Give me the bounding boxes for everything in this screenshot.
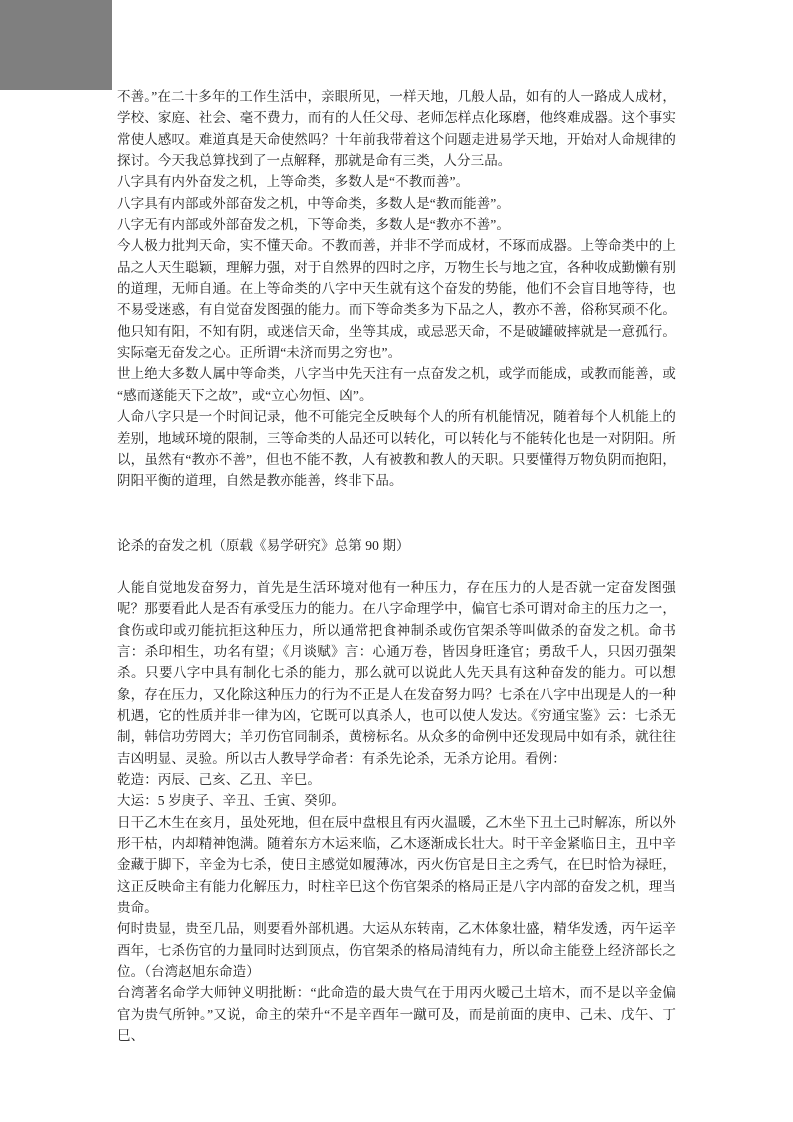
intro-paragraph: 人命八字只是一个时间记录，他不可能完全反映每个人的所有机能情况，随着每个人机能上的差别，地域环境的限制，三等命类的人品还可以转化，可以转化与不能转化也是一对阴阳。所以，虽然有“教亦不善”，但也不能不教，人有被教和教人的天职。只要懂得万物负阴而抱阳，阴阳平衡的道理，自然是教亦能善，终非下品。 <box>117 409 676 489</box>
body-paragraph: 日干乙木生在亥月，虽处死地，但在辰中盘根且有丙火温暖，乙木坐下丑土己时解冻，所以外形干枯，内却精神饱满。随着东方木运来临，乙木逐渐成长壮大。时干辛金紧临日主，丑中辛金藏于脚下，辛金为七杀，使日主感觉如履薄冰，丙火伤官是日主之秀气，在巳时恰为禄旺，这正反映命主有能力化解压力，时柱辛巳这个伤官架杀的格局正是八字内部的奋发之机，理当贵命。 <box>117 814 676 916</box>
document-text-area <box>117 86 676 1046</box>
body-paragraph: 乾造：丙辰、己亥、乙丑、辛巳。 <box>117 771 321 787</box>
intro-paragraph: 不善。”在二十多年的工作生活中，亲眼所见，一样天地，几般人品，如有的人一路成人成材，学校、家庭、社会、毫不费力，而有的人任父母、老师怎样点化琢磨，他终难成器。这个事实常使人感叹。难道真是天命使然吗？十年前我带着这个问题走进易学天地，开始对人命规律的探讨。今天我总算找到了一点解释，那就是命有三类，人分三品。 <box>117 89 676 169</box>
body-paragraph: 人能自觉地发奋努力，首先是生活环境对他有一种压力，存在压力的人是否就一定奋发图强呢？那要看此人是否有承受压力的能力。在八字命理学中，偏官七杀可谓对命主的压力之一，食伤或印或刃能抗拒这种压力，所以通常把食神制杀或伤官架杀等叫做杀的奋发之机。命书言：杀印相生，功名有望；《月谈赋》言：心通万卷，皆因身旺逢官；勇敌千人，只因刃强架杀。只要八字中具有制化七杀的能力，那么就可以说此人先天具有这种奋发的能力。可以想象，存在压力，又化除这种压力的行为不正是人在发奋努力吗？七杀在八字中出现是人的一种机遇，它的性质并非一律为凶，它既可以真杀人，也可以使人发达。《穷通宝鉴》云：七杀无制，韩信功劳罔大；羊刃伤官同制杀，黄榜标名。从众多的命例中还发现局中如有杀，就往往吉凶明显、灵验。所以古人教导学命者：有杀先论杀，无杀方论用。看例： <box>117 579 676 766</box>
gray-corner-block <box>0 0 112 90</box>
intro-paragraph: 世上绝大多数人属中等命类，八字当中先天注有一点奋发之机，或学而能成，或教而能善，或“感而遂能天下之故”，或“立心勿恒、凶”。 <box>117 366 676 403</box>
body-paragraph: 何时贵显，贵至几品，则要看外部机遇。大运从东转南，乙木体象壮盛，精华发透，丙午运辛酉年，七杀伤官的力量同时达到顶点，伤官架杀的格局清纯有力，所以命主能登上经济部长之位。（台湾赵旭东命造） <box>117 921 676 980</box>
intro-paragraph: 今人极力批判天命，实不懂天命。不教而善，并非不学而成材，不琢而成器。上等命类中的上品之人天生聪颖，理解力强，对于自然界的四时之序，万物生长与地之宜，各种收成勤懒有别的道理，无师自通。在上等命类的八字中天生就有这个奋发的势能，他们不会盲目地等待，也不易受迷惑，有自觉奋发图强的能力。而下等命类多为下品之人，教亦不善，俗称冥顽不化。他只知有阳，不知有阴，或迷信天命，坐等其成，或忌恶天命，不是破罐破摔就是一意孤行。实际毫无奋发之心。正所谓“未济而男之穷也”。 <box>117 238 676 361</box>
article-heading: 论杀的奋发之机（原载《易学研究》总第 90 期） <box>117 537 410 553</box>
body-paragraph: 台湾著名命学大师钟义明批断：“此命造的最大贵气在于用丙火暧己土培木，而不是以辛金偏官为贵气所钟。”又说，命主的荣升“不是辛酉年一蹴可及，而是前面的庚申、己未、戊午、丁巳、 <box>117 985 676 1044</box>
body-paragraph: 大运：5 岁庚子、辛丑、壬寅、癸卯。 <box>117 793 345 809</box>
intro-paragraph: 八字具有内部或外部奋发之机，中等命类，多数人是“教而能善”。 <box>117 195 510 211</box>
intro-paragraph: 八字无有内部或外部奋发之机，下等命类，多数人是“教亦不善”。 <box>117 217 510 233</box>
intro-paragraph: 八字具有内外奋发之机，上等命类，多数人是“不教而善”。 <box>117 174 470 190</box>
